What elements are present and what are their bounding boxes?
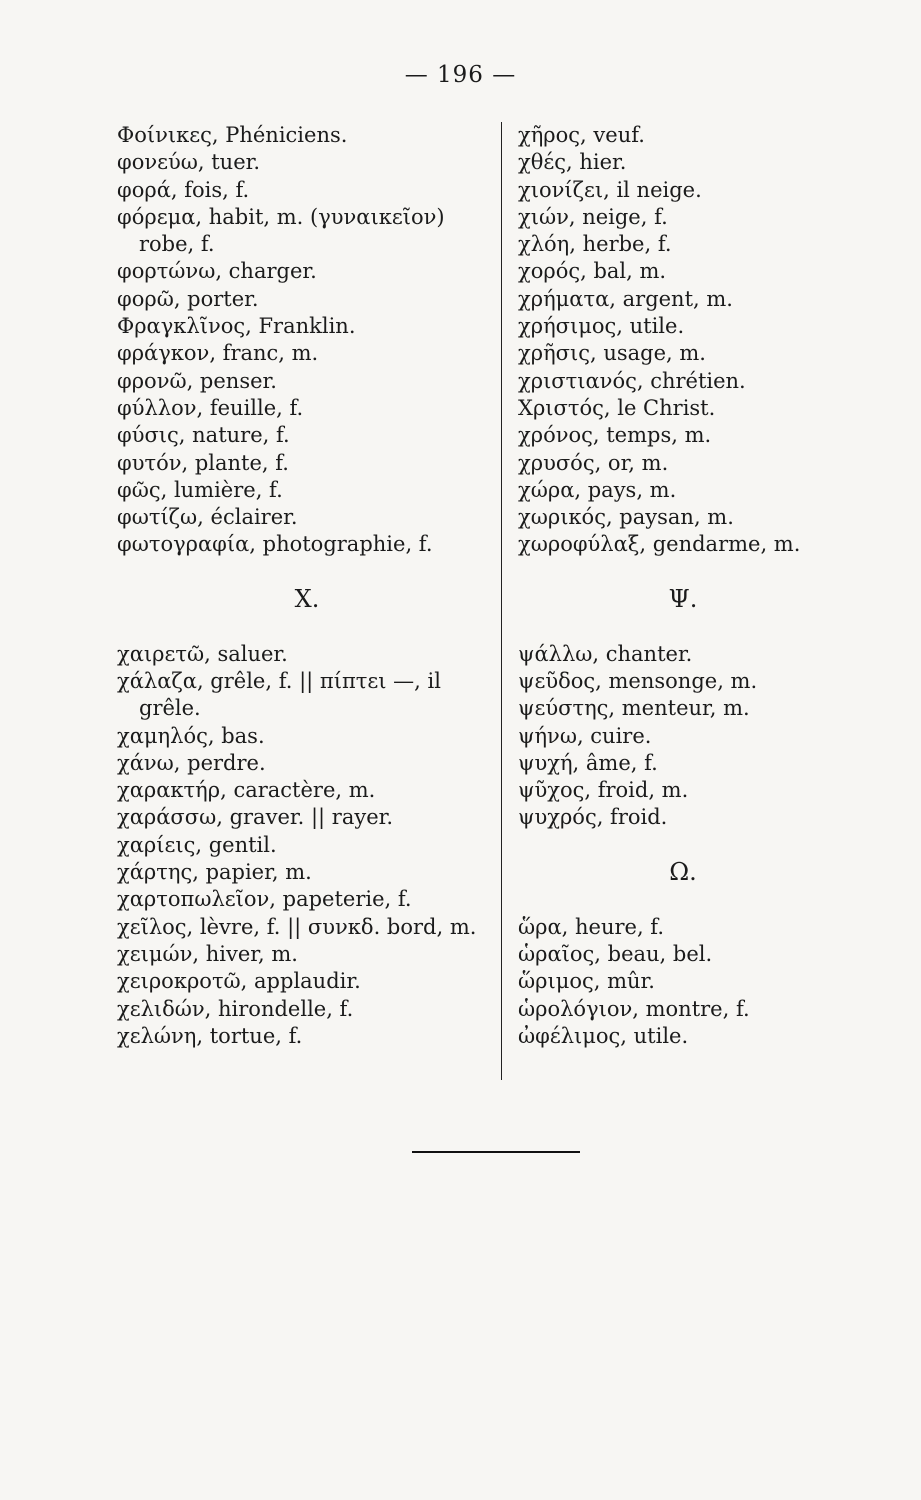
dictionary-entry: ψυχρός, froid. — [518, 805, 668, 830]
dictionary-entry: ὠφέλιμος, utile. — [518, 1023, 689, 1048]
dictionary-entry: χώρα, pays, m. — [518, 477, 677, 502]
dictionary-entry: ψήνω, cuire. — [518, 723, 652, 748]
dictionary-entry: φύλλον, feuille, f. — [117, 395, 304, 420]
dictionary-entry: χρῆσις, usage, m. — [518, 341, 706, 366]
left-column — [117, 122, 497, 1050]
dictionary-entry: χάλαζα, grêle, f. || πίπτει —, il — [117, 668, 441, 693]
dictionary-entry: χελώνη, tortue, f. — [117, 1023, 303, 1048]
dictionary-entry: χελιδών, hirondelle, f. — [117, 996, 354, 1021]
dictionary-entry: χωρικός, paysan, m. — [518, 505, 734, 530]
dictionary-entry: φονεύω, tuer. — [117, 150, 261, 175]
dictionary-entry: χιονίζει, il neige. — [518, 177, 702, 202]
dictionary-entry: φράγκον, franc, m. — [117, 341, 319, 366]
dictionary-entry: χειμών, hiver, m. — [117, 941, 298, 966]
dictionary-entry: ὥρα, heure, f. — [518, 914, 664, 939]
dictionary-entry: χαρτοπωλεῖον, papeterie, f. — [117, 887, 412, 912]
column-divider — [501, 122, 502, 1080]
dictionary-entry: χῆρος, veuf. — [518, 123, 645, 147]
dictionary-entry: χειροκροτῶ, applaudir. — [117, 969, 361, 994]
dictionary-entry: φορῶ, porter. — [117, 286, 259, 311]
dictionary-entry: χρόνος, temps, m. — [518, 423, 712, 448]
dictionary-entry: ψάλλω, chanter. — [518, 641, 693, 666]
dictionary-entry: χιών, neige, f. — [518, 204, 668, 229]
dictionary-entry: Χριστός, le Christ. — [518, 395, 716, 420]
closing-rule — [412, 1151, 580, 1153]
dictionary-entry: φρονῶ, penser. — [117, 368, 277, 393]
dictionary-entry: Φοίνικες, Phéniciens. — [117, 123, 348, 147]
section-letter-psi: Ψ. — [668, 585, 698, 614]
page-number: — 196 — — [404, 62, 517, 88]
dictionary-entry: ὡραῖος, beau, bel. — [518, 941, 713, 966]
dictionary-entry-continuation: grêle. — [139, 696, 201, 721]
dictionary-entry: φύσις, nature, f. — [117, 423, 290, 448]
dictionary-entry: ὡρολόγιον, montre, f. — [518, 996, 750, 1021]
dictionary-entry: χριστιανός, chrétien. — [518, 368, 746, 393]
dictionary-entry: ψῦχος, froid, m. — [518, 778, 689, 803]
dictionary-entry: χαράσσω, graver. || rayer. — [117, 805, 394, 830]
dictionary-entry: χάνω, perdre. — [117, 750, 266, 775]
dictionary-entry: χθές, hier. — [518, 150, 627, 175]
dictionary-entry: φῶς, lumière, f. — [117, 477, 283, 502]
dictionary-entry: χαιρετῶ, saluer. — [117, 641, 288, 666]
dictionary-entry: χορός, bal, m. — [518, 259, 667, 284]
section-letter-chi: X. — [294, 585, 320, 614]
dictionary-entry: χεῖλος, lèvre, f. || συνκδ. bord, m. — [117, 914, 477, 939]
dictionary-entry: χαρακτήρ, caractère, m. — [117, 778, 376, 803]
dictionary-entry: ψυχή, âme, f. — [518, 750, 658, 775]
dictionary-entry: ὥριμος, mûr. — [518, 969, 655, 994]
dictionary-entry: χάρτης, papier, m. — [117, 860, 312, 885]
dictionary-entry: χωροφύλαξ, gendarme, m. — [518, 532, 801, 557]
dictionary-entry: ψεύστης, menteur, m. — [518, 696, 750, 721]
dictionary-entry: φορτώνω, charger. — [117, 259, 317, 284]
dictionary-entry: χρήσιμος, utile. — [518, 314, 685, 339]
dictionary-entry-continuation: robe, f. — [139, 232, 215, 257]
dictionary-entry: χλόη, herbe, f. — [518, 232, 672, 257]
dictionary-entry: φυτόν, plante, f. — [117, 450, 289, 475]
dictionary-entry: φωτίζω, éclairer. — [117, 505, 298, 530]
dictionary-entry: χρήματα, argent, m. — [518, 286, 733, 311]
dictionary-entry: φωτογραφία, photographie, f. — [117, 532, 433, 557]
right-column — [518, 122, 848, 1050]
dictionary-entry: φορά, fois, f. — [117, 177, 250, 202]
dictionary-entry: χαρίεις, gentil. — [117, 832, 277, 857]
dictionary-entry: χαμηλός, bas. — [117, 723, 265, 748]
dictionary-entry: φόρεμα, habit, m. (γυναικεῖον) — [117, 204, 445, 229]
section-letter-omega: Ω. — [669, 858, 697, 887]
dictionary-entry: χρυσός, or, m. — [518, 450, 669, 475]
dictionary-entry: Φραγκλῖνος, Franklin. — [117, 314, 356, 339]
dictionary-entry: ψεῦδος, mensonge, m. — [518, 668, 758, 693]
